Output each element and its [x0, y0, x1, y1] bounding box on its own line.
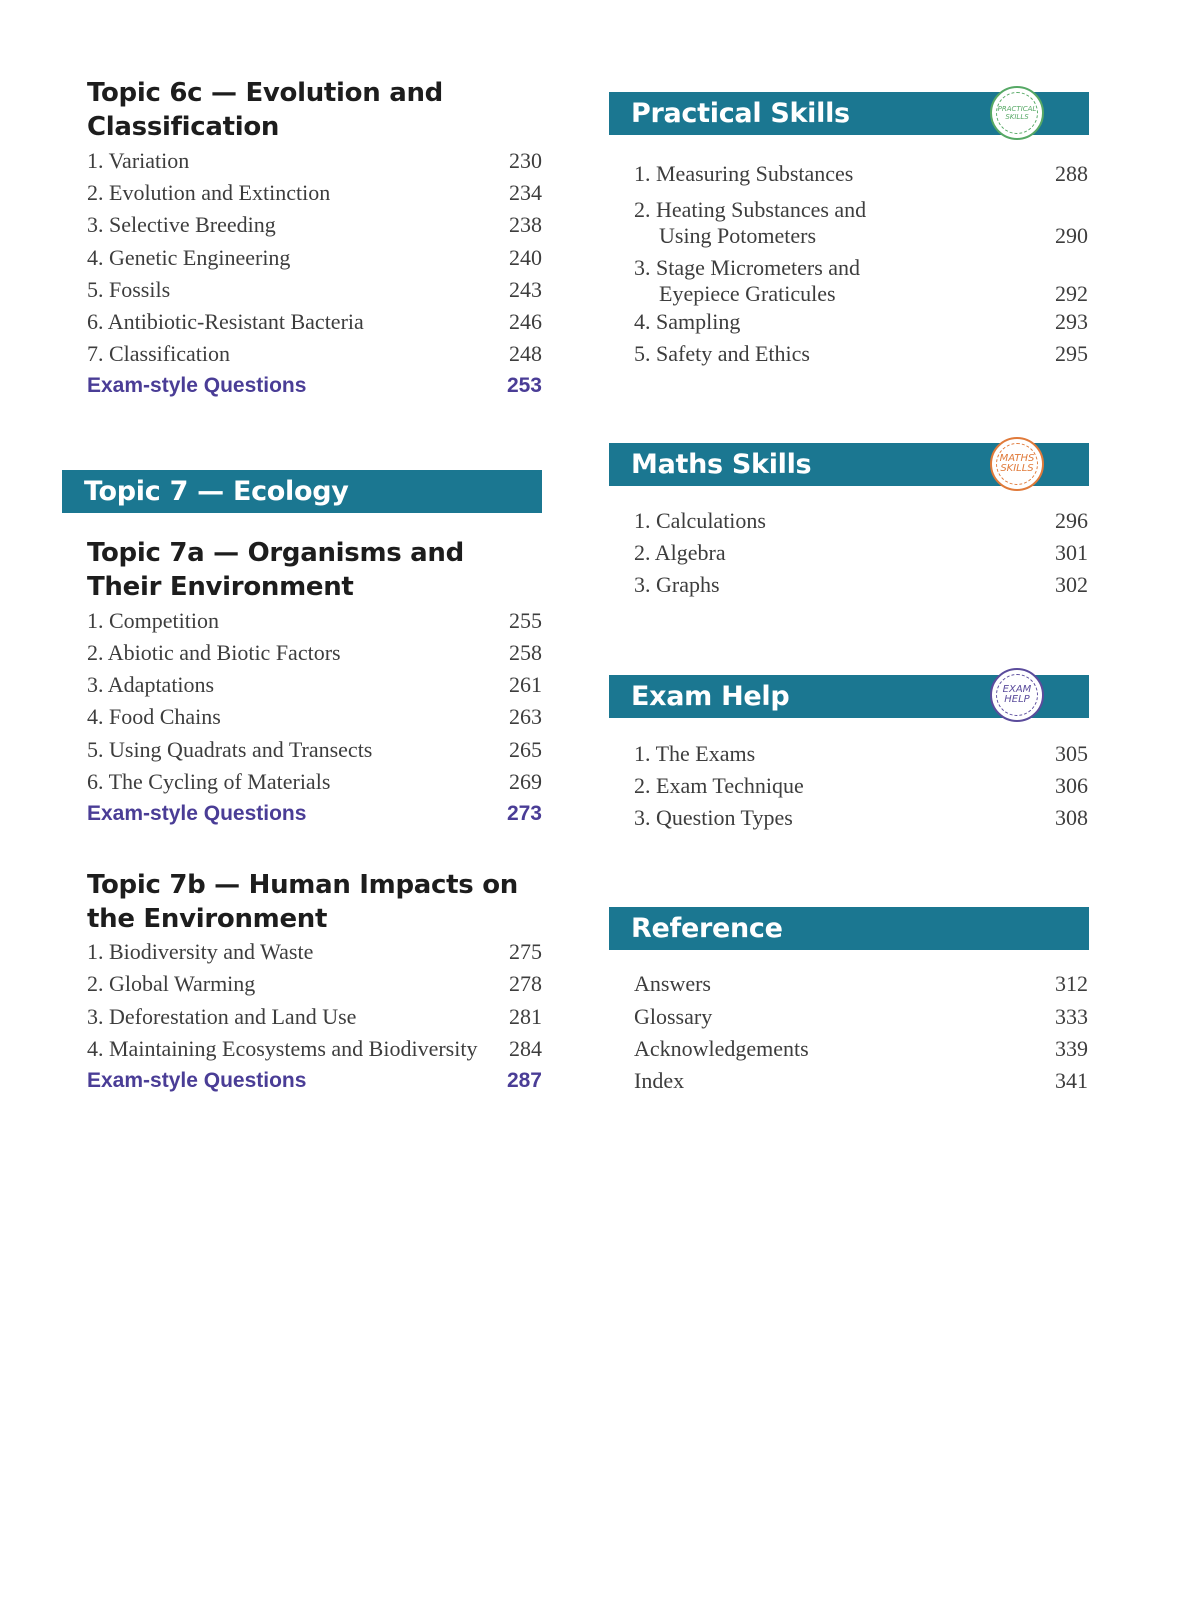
toc-entry-label: Glossary	[634, 1004, 713, 1029]
reference-title: Reference	[631, 913, 783, 944]
toc-entry[interactable]	[634, 803, 1088, 833]
topic-7b-heading-line1: Topic 7b — Human Impacts on	[87, 870, 518, 900]
toc-entry-page: 243	[509, 277, 542, 302]
topic-7-title: Topic 7 — Ecology	[84, 476, 349, 507]
toc-entry-page: 306	[1055, 773, 1088, 798]
stamp-line1: PRACTICAL	[997, 105, 1037, 113]
toc-entry-page: 284	[509, 1036, 542, 1061]
toc-entry-page: 293	[1055, 309, 1088, 334]
topic-6c-heading	[87, 76, 443, 144]
toc-entry-page: 305	[1055, 741, 1088, 766]
toc-entry-label: 1. Variation	[87, 148, 190, 173]
toc-entry-page: 308	[1055, 805, 1088, 830]
toc-entry[interactable]	[634, 247, 1088, 307]
toc-entry[interactable]	[634, 339, 1088, 369]
toc-entry-label: 2. Abiotic and Biotic Factors	[87, 640, 341, 665]
toc-entry[interactable]	[634, 506, 1088, 536]
stamp-line2: SKILLS	[1000, 463, 1034, 474]
toc-entry[interactable]	[87, 606, 542, 636]
toc-entry-label: 2. Global Warming	[87, 971, 256, 996]
stamp-line1: MATHS	[999, 453, 1035, 464]
toc-entry-label	[634, 197, 866, 249]
toc-entry-page: 230	[509, 148, 542, 173]
toc-entry-label: 3. Selective Breeding	[87, 212, 276, 237]
toc-entry-label-line1: 2. Heating Substances and	[634, 197, 867, 222]
toc-entry-page: 248	[509, 341, 542, 366]
toc-entry-page: 263	[509, 704, 542, 729]
toc-entry-page: 301	[1055, 540, 1088, 565]
topic-7a-heading	[87, 536, 464, 604]
exam-questions-page: 273	[506, 802, 542, 825]
toc-entry[interactable]	[634, 1034, 1088, 1064]
toc-entry[interactable]	[634, 570, 1088, 600]
exam-questions-label: Exam-style Questions	[87, 802, 307, 825]
toc-entry-label	[634, 255, 860, 307]
toc-entry-label-line1: 3. Stage Micrometers and	[634, 255, 861, 280]
toc-entry-label: 2. Algebra	[634, 540, 726, 565]
topic-7a-heading-line1: Topic 7a — Organisms and	[87, 538, 464, 568]
toc-entry[interactable]	[87, 735, 542, 765]
topic-7b-heading-line2: the Environment	[87, 904, 328, 934]
topic-7b-heading	[87, 868, 518, 936]
stamp-line2: HELP	[1004, 694, 1030, 705]
toc-entry-label: 4. Sampling	[634, 309, 741, 334]
toc-entry-label: 6. The Cycling of Materials	[87, 769, 331, 794]
exam-questions-label: Exam-style Questions	[87, 1069, 307, 1092]
toc-entry-page: 240	[509, 245, 542, 270]
stamp-line2: SKILLS	[1005, 113, 1029, 121]
toc-entry-page: 265	[509, 737, 542, 762]
topic-7a-heading-line2: Their Environment	[87, 572, 354, 602]
exam-questions-link[interactable]	[87, 1066, 542, 1096]
topic-6c-heading-line1: Topic 6c — Evolution and	[87, 78, 443, 108]
toc-entry-label: 1. Competition	[87, 608, 219, 633]
toc-entry-label-line2: Using Potometers	[659, 223, 817, 248]
toc-entry-page: 238	[509, 212, 542, 237]
toc-entry[interactable]	[634, 1066, 1088, 1096]
toc-entry-page: 234	[509, 180, 542, 205]
toc-entry[interactable]	[634, 771, 1088, 801]
exam-help-title: Exam Help	[631, 681, 790, 712]
toc-entry-label: Acknowledgements	[634, 1036, 809, 1061]
practical-skills-title: Practical Skills	[631, 98, 850, 129]
toc-entry-page: 288	[1055, 161, 1088, 186]
toc-entry-page: 278	[509, 971, 542, 996]
toc-entry-page: 255	[509, 608, 542, 633]
toc-entry[interactable]	[87, 638, 542, 668]
practical-skills-stamp-icon	[990, 86, 1044, 140]
toc-entry-label: 4. Genetic Engineering	[87, 245, 291, 270]
exam-questions-label: Exam-style Questions	[87, 374, 307, 397]
toc-entry[interactable]	[87, 969, 542, 999]
toc-entry-page: 312	[1055, 971, 1088, 996]
toc-entry-label: 2. Exam Technique	[634, 773, 804, 798]
toc-entry[interactable]	[634, 969, 1088, 999]
toc-entry[interactable]	[634, 538, 1088, 568]
toc-entry[interactable]	[87, 275, 542, 305]
reference-band	[609, 907, 1089, 950]
toc-entry-page: 275	[509, 939, 542, 964]
exam-questions-page: 287	[506, 1069, 542, 1092]
toc-entry[interactable]	[87, 670, 542, 700]
exam-questions-link[interactable]	[87, 799, 542, 829]
toc-entry[interactable]	[87, 243, 542, 273]
toc-entry-label: 5. Using Quadrats and Transects	[87, 737, 373, 762]
toc-entry[interactable]	[634, 189, 1088, 249]
toc-entry-label: 7. Classification	[87, 341, 230, 366]
toc-entry-label: 5. Safety and Ethics	[634, 341, 810, 366]
toc-entry-page: 261	[509, 672, 542, 697]
toc-entry[interactable]	[87, 210, 542, 240]
topic-7-band	[62, 470, 542, 513]
exam-questions-link[interactable]	[87, 371, 542, 401]
toc-entry-label: 1. The Exams	[634, 741, 756, 766]
maths-skills-title: Maths Skills	[631, 449, 812, 480]
toc-entry[interactable]	[634, 307, 1088, 337]
toc-entry-label: 6. Antibiotic-Resistant Bacteria	[87, 309, 364, 334]
toc-entry-label: 3. Adaptations	[87, 672, 215, 697]
topic-6c-heading-line2: Classification	[87, 112, 280, 142]
toc-entry-label: 4. Maintaining Ecosystems and Biodiversity	[87, 1036, 478, 1061]
toc-entry[interactable]	[87, 178, 542, 208]
toc-entry[interactable]	[87, 307, 542, 337]
toc-entry-page: 292	[1055, 281, 1088, 306]
toc-entry[interactable]	[87, 702, 542, 732]
toc-entry-label: Answers	[634, 971, 711, 996]
toc-entry-label-line2: Eyepiece Graticules	[659, 281, 836, 306]
toc-entry-label: 3. Graphs	[634, 572, 720, 597]
toc-entry-label: 3. Deforestation and Land Use	[87, 1004, 357, 1029]
toc-entry-page: 296	[1055, 508, 1088, 533]
toc-entry-label: 4. Food Chains	[87, 704, 221, 729]
toc-entry-page: 281	[509, 1004, 542, 1029]
toc-entry-page: 290	[1055, 223, 1088, 248]
toc-entry[interactable]	[87, 767, 542, 797]
toc-entry-label: 1. Biodiversity and Waste	[87, 939, 314, 964]
stamp-line1: EXAM	[1002, 684, 1032, 695]
toc-entry-page: 341	[1055, 1068, 1088, 1093]
toc-entry[interactable]	[87, 937, 542, 967]
toc-entry-page: 339	[1055, 1036, 1088, 1061]
toc-entry[interactable]	[87, 1002, 542, 1032]
toc-entry-page: 333	[1055, 1004, 1088, 1029]
toc-entry-page: 269	[509, 769, 542, 794]
toc-entry-label: 1. Calculations	[634, 508, 766, 533]
toc-entry-label: Index	[634, 1068, 685, 1093]
maths-skills-stamp-icon	[990, 437, 1044, 491]
toc-entry-page: 302	[1055, 572, 1088, 597]
toc-entry[interactable]	[87, 339, 542, 369]
toc-entry-label: 1. Measuring Substances	[634, 161, 854, 186]
toc-entry-page: 246	[509, 309, 542, 334]
toc-entry[interactable]	[87, 1034, 542, 1064]
toc-entry-label: 5. Fossils	[87, 277, 171, 302]
toc-entry-page: 295	[1055, 341, 1088, 366]
exam-help-stamp-icon	[990, 668, 1044, 722]
toc-entry[interactable]	[634, 739, 1088, 769]
toc-entry-label: 2. Evolution and Extinction	[87, 180, 331, 205]
toc-entry[interactable]	[87, 146, 542, 176]
exam-questions-page: 253	[506, 374, 542, 397]
toc-entry-label: 3. Question Types	[634, 805, 793, 830]
toc-entry[interactable]	[634, 159, 1088, 189]
toc-entry[interactable]	[634, 1002, 1088, 1032]
toc-entry-page: 258	[509, 640, 542, 665]
